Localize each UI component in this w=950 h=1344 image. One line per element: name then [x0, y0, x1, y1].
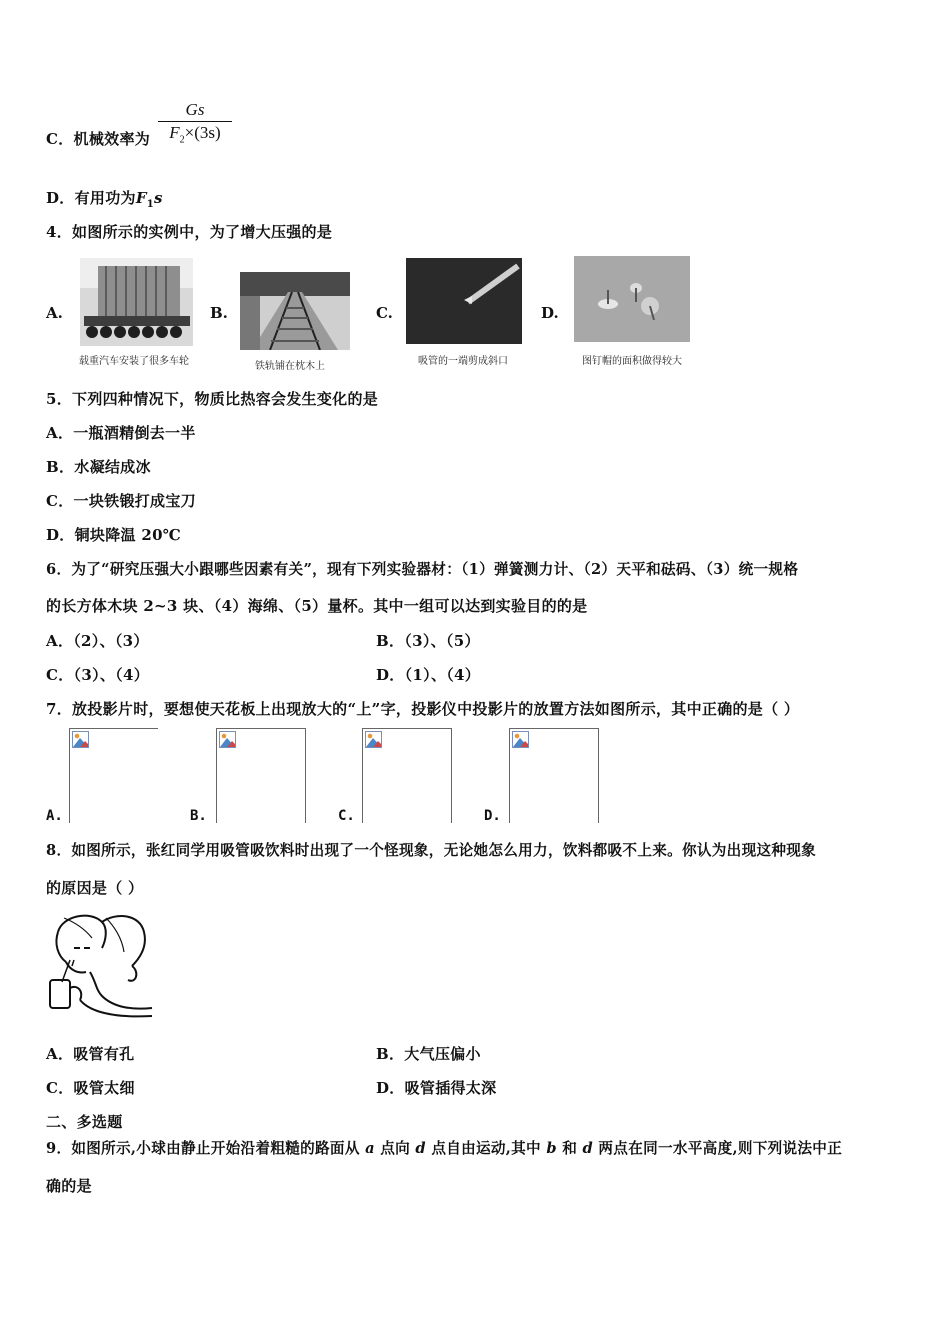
girl-drinking-image [44, 908, 156, 1020]
q4-caption-a: 载重汽车安装了很多车轮 [79, 356, 189, 367]
q7-label-c: C. [338, 808, 355, 824]
q6-option-a: A．（2）、（3） [46, 632, 149, 650]
q4-caption-b: 铁轨铺在枕木上 [255, 361, 325, 372]
q9-text-3: 点自由运动,其中 [425, 1140, 547, 1157]
railway-image [240, 272, 350, 350]
q4-caption-d: 图钉帽的面积做得较大 [582, 356, 682, 367]
efficiency-fraction [158, 100, 232, 151]
q8-option-d: D．吸管插得太深 [376, 1079, 497, 1097]
broken-image-icon [512, 731, 529, 748]
q5-option-a: A．一瓶酒精倒去一半 [46, 424, 196, 442]
q9-point-d2: d [582, 1140, 594, 1157]
q8-option-a: A．吸管有孔 [46, 1045, 135, 1063]
q4-label-d: D. [541, 304, 559, 322]
den-var: F [169, 123, 180, 142]
projector-slide-d [509, 728, 599, 823]
q8-stem-line2: 的原因是（ ） [46, 879, 144, 897]
q4-label-a: A. [46, 304, 63, 322]
q7-label-d: D. [484, 808, 501, 824]
q9-point-b: b [546, 1140, 557, 1157]
q7-label-b: B. [190, 808, 207, 824]
q8-option-b: B．大气压偏小 [376, 1045, 481, 1063]
q6-option-c: C．（3）、（4） [46, 666, 150, 684]
q9-point-d: d [415, 1140, 426, 1157]
q3-option-d-var: F [135, 189, 147, 207]
broken-image-icon [365, 731, 382, 748]
q9-stem-line1 [46, 1137, 842, 1158]
q9-text-2: 点向 [374, 1140, 416, 1157]
projector-slide-b [216, 728, 306, 823]
section-title-multiple-choice: 二、多选题 [46, 1113, 123, 1131]
q5-option-b: B．水凝结成冰 [46, 458, 151, 476]
q6-option-b: B．（3）、（5） [376, 632, 480, 650]
q4-label-b: B. [210, 304, 228, 322]
q3-option-c-text: C．机械效率为 [46, 130, 151, 148]
q9-text-1: 9．如图所示,小球由静止开始沿着粗糙的路面从 [46, 1140, 366, 1157]
q6-stem-line2: 的长方体木块 2~3 块、（4）海绵、（5）量杯。其中一组可以达到实验目的的是 [46, 597, 588, 615]
q9-point-a: a [365, 1140, 375, 1157]
q5-option-c: C．一块铁锻打成宝刀 [46, 492, 196, 510]
q3-option-d-tail: s [154, 189, 163, 207]
q4-caption-c: 吸管的一端剪成斜口 [418, 356, 508, 367]
q4-stem: 4．如图所示的实例中，为了增大压强的是 [46, 223, 333, 241]
fraction-denominator [158, 122, 232, 151]
q5-stem: 5．下列四种情况下，物质比热容会发生变化的是 [46, 390, 379, 408]
projector-slide-c [362, 728, 452, 823]
fraction-numerator: Gs [185, 100, 205, 119]
q3-option-d-text: D．有用功为 [46, 189, 136, 207]
q7-stem: 7．放投影片时，要想使天花板上出现放大的“上”字，投影仪中投影片的放置方法如图所示，其中正确的是（ ） [46, 700, 800, 718]
q3-option-d [46, 187, 163, 210]
thumbtack-image [574, 256, 690, 342]
q4-label-c: C. [376, 304, 393, 322]
q8-stem-line1: 8．如图所示，张红同学用吸管吸饮料时出现了一个怪现象，无论她怎么用力，饮料都吸不上来。你认为出现这种现象 [46, 842, 817, 859]
broken-image-icon [219, 731, 236, 748]
q6-stem-line1: 6．为了“研究压强大小跟哪些因素有关”，现有下列实验器材：（1）弹簧测力计、（2）天平和砝码、（3）统一规格 [46, 561, 799, 578]
q5-option-d: D．铜块降温 20℃ [46, 526, 182, 544]
q3-option-d-sub: 1 [146, 199, 155, 210]
q9-text-4: 和 [556, 1140, 583, 1157]
q6-option-d: D．（1）、（4） [376, 666, 481, 684]
truck-image [80, 258, 193, 346]
straw-image [406, 258, 522, 344]
q9-text-5: 两点在同一水平高度,则下列说法中正 [593, 1140, 843, 1157]
broken-image-icon [72, 731, 89, 748]
q9-stem-line2: 确的是 [46, 1177, 92, 1195]
q8-option-c: C．吸管太细 [46, 1079, 135, 1097]
den-sub: 2 [179, 134, 185, 146]
den-rest: ×(3s) [184, 123, 221, 142]
q7-label-a: A. [46, 808, 63, 824]
q3-option-c [46, 128, 150, 149]
projector-slide-a [69, 728, 158, 823]
